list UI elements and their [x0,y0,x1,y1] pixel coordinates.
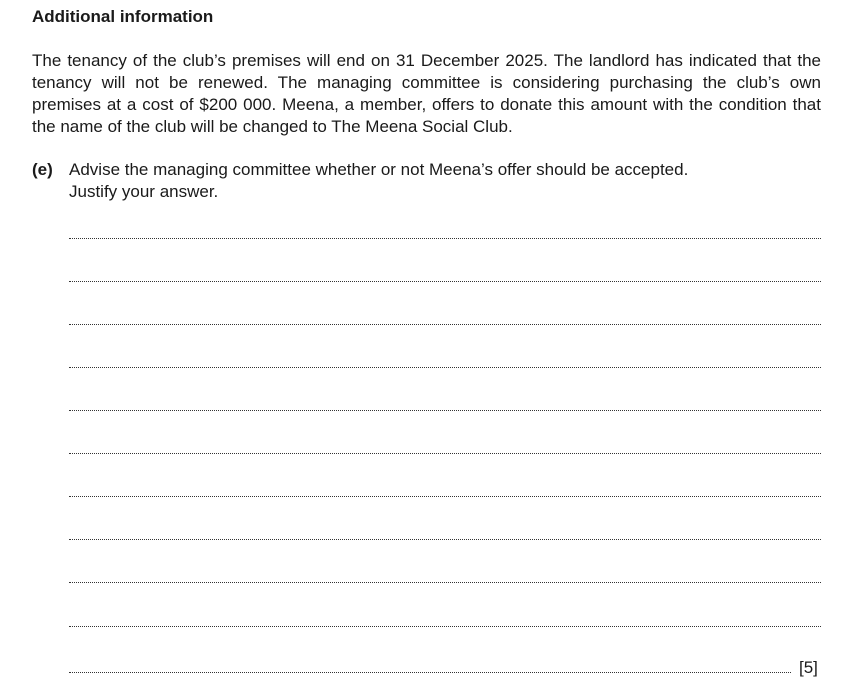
section-heading: Additional information [32,7,214,26]
question-line-1: Advise the managing committee whether or not Meena’s offer should be accepted. [69,160,689,179]
question-label: (e) [32,160,53,179]
answer-line[interactable] [69,496,821,497]
answer-line[interactable] [69,582,821,583]
answer-line[interactable] [69,672,791,673]
additional-information-paragraph: The tenancy of the club’s premises will end on 31 December 2025. The landlord has indicated that the tenancy will not be renewed. The managing committee is considering purchasing the club’s own premises at a cost of $200 000. Meena, a member, offers to donate this amount with the condition that the name of the club will be changed to The Meena Social Club. [32,51,821,136]
marks-label: [5] [799,658,818,677]
answer-area[interactable] [69,0,821,696]
answer-line[interactable] [69,281,821,282]
answer-line[interactable] [69,410,821,411]
answer-line[interactable] [69,626,821,627]
answer-line[interactable] [69,238,821,239]
question-line-2: Justify your answer. [69,182,219,201]
answer-line[interactable] [69,367,821,368]
answer-line[interactable] [69,453,821,454]
answer-line[interactable] [69,539,821,540]
answer-line[interactable] [69,324,821,325]
